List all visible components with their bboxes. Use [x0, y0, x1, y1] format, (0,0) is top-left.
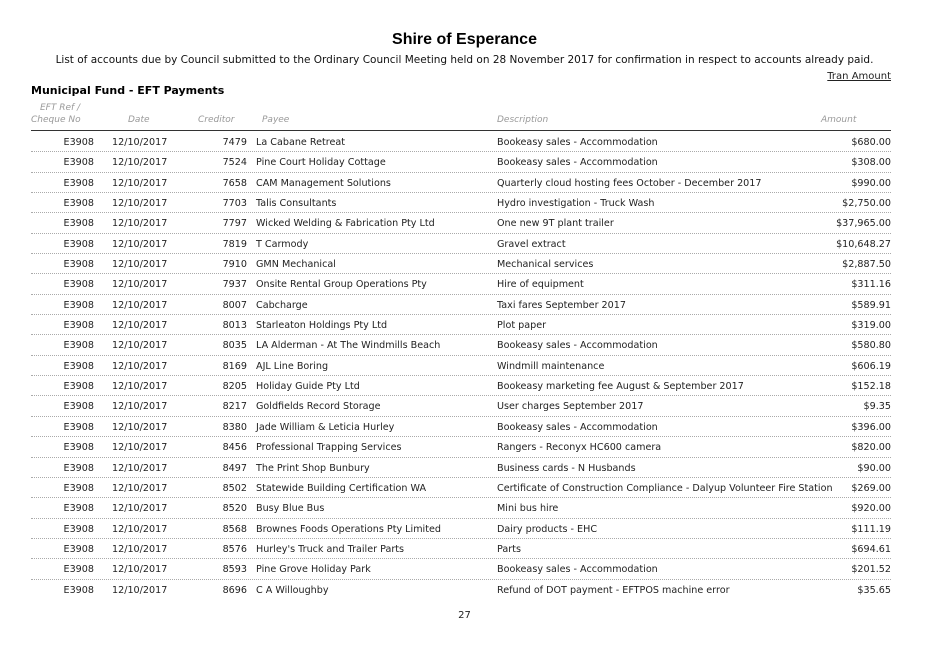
- table-row: [0, 396, 929, 416]
- eft-ref-cell: E3908: [63, 401, 94, 413]
- description-cell: Bookeasy sales - Accommodation: [497, 137, 658, 148]
- table-row: [0, 254, 929, 274]
- date-cell: 12/10/2017: [112, 198, 168, 210]
- table-row: [0, 356, 929, 376]
- eft-ref-cell: E3908: [63, 157, 94, 169]
- date-cell: 12/10/2017: [112, 218, 168, 230]
- eft-ref-cell: E3908: [63, 360, 94, 372]
- amount-cell: $319.00: [851, 320, 891, 332]
- eft-ref-cell: E3908: [63, 177, 94, 189]
- amount-cell: $589.91: [851, 299, 891, 311]
- table-row: [0, 498, 929, 518]
- table-row: [0, 213, 929, 233]
- description-cell: Parts: [497, 543, 521, 555]
- date-cell: 12/10/2017: [112, 564, 168, 576]
- eft-ref-cell: E3908: [63, 238, 94, 250]
- description-cell: User charges September 2017: [497, 401, 644, 413]
- description-cell: Dairy products - EHC: [497, 523, 598, 535]
- creditor-cell: 8380: [222, 421, 247, 433]
- payee-cell: Goldfields Record Storage: [256, 401, 381, 413]
- date-cell: 12/10/2017: [112, 381, 168, 393]
- payee-cell: Pine Court Holiday Cottage: [256, 157, 386, 169]
- section-title: Municipal Fund - EFT Payments: [31, 84, 225, 97]
- eft-ref-cell: E3908: [63, 198, 94, 210]
- table-row: [0, 580, 929, 600]
- amount-cell: $311.16: [851, 279, 891, 291]
- creditor-cell: 7937: [222, 279, 247, 291]
- payee-cell: AJL Line Boring: [256, 360, 329, 372]
- description-cell: Bookeasy marketing fee August & September 2017: [497, 381, 744, 393]
- amount-cell: $308.00: [851, 157, 891, 169]
- creditor-cell: 8576: [222, 543, 247, 555]
- payee-cell: Starleaton Holdings Pty Ltd: [256, 320, 388, 332]
- amount-cell: $580.80: [851, 340, 891, 352]
- amount-cell: $152.18: [851, 381, 891, 393]
- table-row: [0, 274, 929, 294]
- table-row: [0, 458, 929, 478]
- tran-amount-label: Tran Amount: [827, 71, 891, 82]
- amount-cell: $9.35: [863, 401, 891, 413]
- amount-cell: $606.19: [851, 360, 891, 372]
- amount-cell: $201.52: [851, 564, 891, 576]
- eft-ref-cell: E3908: [63, 523, 94, 535]
- table-row: [0, 437, 929, 457]
- date-cell: 12/10/2017: [112, 543, 168, 555]
- creditor-cell: 8568: [222, 523, 247, 535]
- table-row: [0, 417, 929, 437]
- description-cell: Quarterly cloud hosting fees October - December 2017: [497, 177, 762, 189]
- eft-ref-cell: E3908: [63, 299, 94, 311]
- amount-cell: $90.00: [857, 462, 891, 474]
- creditor-cell: 7703: [222, 198, 247, 210]
- payee-cell: Brownes Foods Operations Pty Limited: [256, 523, 441, 535]
- date-cell: 12/10/2017: [112, 401, 168, 413]
- eft-ref-cell: E3908: [63, 137, 94, 148]
- eft-ref-cell: E3908: [63, 543, 94, 555]
- payee-cell: Cabcharge: [256, 299, 308, 311]
- eft-ref-cell: E3908: [63, 421, 94, 433]
- eft-ref-cell: E3908: [63, 381, 94, 393]
- table-row: [0, 193, 929, 213]
- creditor-cell: 8007: [222, 299, 247, 311]
- amount-cell: $111.19: [851, 523, 891, 535]
- description-cell: Hire of equipment: [497, 279, 584, 291]
- document-title: Shire of Esperance: [392, 31, 537, 48]
- table-row: [0, 519, 929, 539]
- description-cell: Refund of DOT payment - EFTPOS machine error: [497, 584, 730, 596]
- amount-cell: $820.00: [851, 442, 891, 454]
- payee-cell: Busy Blue Bus: [256, 503, 325, 515]
- amount-cell: $35.65: [857, 584, 891, 596]
- description-cell: Rangers - Reconyx HC600 camera: [497, 442, 662, 454]
- amount-cell: $2,887.50: [842, 259, 891, 271]
- payee-cell: Hurley's Truck and Trailer Parts: [256, 543, 405, 555]
- description-cell: Business cards - N Husbands: [497, 462, 636, 474]
- table-row: [0, 315, 929, 335]
- date-cell: 12/10/2017: [112, 279, 168, 291]
- column-header-creditor: Creditor: [198, 115, 235, 125]
- amount-cell: $10,648.27: [836, 238, 891, 250]
- column-header-amount: Amount: [821, 115, 857, 125]
- date-cell: 12/10/2017: [112, 462, 168, 474]
- description-cell: Mini bus hire: [497, 503, 559, 515]
- payee-cell: LA Alderman - At The Windmills Beach: [256, 340, 441, 352]
- payee-cell: Statewide Building Certification WA: [256, 482, 427, 494]
- description-cell: Gravel extract: [497, 238, 566, 250]
- payee-cell: Wicked Welding & Fabrication Pty Ltd: [256, 218, 435, 230]
- eft-ref-cell: E3908: [63, 218, 94, 230]
- table-row: [0, 478, 929, 498]
- creditor-cell: 7819: [222, 238, 247, 250]
- table-row: [0, 539, 929, 559]
- eft-ref-cell: E3908: [63, 462, 94, 474]
- eft-ref-cell: E3908: [63, 482, 94, 494]
- date-cell: 12/10/2017: [112, 137, 168, 148]
- amount-cell: $396.00: [851, 421, 891, 433]
- payee-cell: GMN Mechanical: [256, 259, 336, 271]
- date-cell: 12/10/2017: [112, 442, 168, 454]
- payee-cell: La Cabane Retreat: [256, 137, 346, 148]
- table-row: [0, 559, 929, 579]
- payee-cell: The Print Shop Bunbury: [256, 462, 370, 474]
- amount-cell: $990.00: [851, 177, 891, 189]
- creditor-cell: 8013: [222, 320, 247, 332]
- table-row: [0, 234, 929, 254]
- table-row: [0, 295, 929, 315]
- date-cell: 12/10/2017: [112, 299, 168, 311]
- creditor-cell: 8497: [222, 462, 247, 474]
- table-row: [0, 173, 929, 193]
- column-header-ref-line1: EFT Ref /: [40, 103, 81, 113]
- date-cell: 12/10/2017: [112, 482, 168, 494]
- eft-ref-cell: E3908: [63, 279, 94, 291]
- amount-cell: $269.00: [851, 482, 891, 494]
- amount-cell: $37,965.00: [836, 218, 891, 230]
- eft-ref-cell: E3908: [63, 442, 94, 454]
- payee-cell: Onsite Rental Group Operations Pty: [256, 279, 427, 291]
- payee-cell: C A Willoughby: [256, 584, 329, 596]
- date-cell: 12/10/2017: [112, 523, 168, 535]
- payee-cell: Professional Trapping Services: [256, 442, 402, 454]
- creditor-cell: 8035: [222, 340, 247, 352]
- description-cell: Taxi fares September 2017: [497, 299, 626, 311]
- description-cell: Bookeasy sales - Accommodation: [497, 421, 658, 433]
- payee-cell: Holiday Guide Pty Ltd: [256, 381, 360, 393]
- description-cell: Bookeasy sales - Accommodation: [497, 340, 658, 352]
- description-cell: Certificate of Construction Compliance - Dalyup Volunteer Fire Station: [497, 482, 833, 494]
- date-cell: 12/10/2017: [112, 177, 168, 189]
- description-cell: Windmill maintenance: [497, 360, 605, 372]
- table-row: [0, 132, 929, 152]
- page-number: 27: [458, 610, 471, 621]
- creditor-cell: 8205: [222, 381, 247, 393]
- creditor-cell: 7910: [222, 259, 247, 271]
- creditor-cell: 7524: [222, 157, 247, 169]
- description-cell: Bookeasy sales - Accommodation: [497, 564, 658, 576]
- document-subtitle: List of accounts due by Council submitted to the Ordinary Council Meeting held on 28 November 2017 for confirmation in respect to accounts already paid.: [55, 54, 874, 66]
- table-row: [0, 335, 929, 355]
- description-cell: Mechanical services: [497, 259, 594, 271]
- table-row: [0, 152, 929, 172]
- payee-cell: Talis Consultants: [256, 198, 337, 210]
- eft-ref-cell: E3908: [63, 584, 94, 596]
- amount-cell: $2,750.00: [842, 198, 891, 210]
- creditor-cell: 8696: [222, 584, 247, 596]
- date-cell: 12/10/2017: [112, 340, 168, 352]
- creditor-cell: 8169: [222, 360, 247, 372]
- creditor-cell: 8456: [222, 442, 247, 454]
- eft-ref-cell: E3908: [63, 259, 94, 271]
- eft-ref-cell: E3908: [63, 564, 94, 576]
- payee-cell: T Carmody: [256, 238, 309, 250]
- table-row: [0, 376, 929, 396]
- date-cell: 12/10/2017: [112, 421, 168, 433]
- creditor-cell: 8520: [222, 503, 247, 515]
- amount-cell: $680.00: [851, 137, 891, 148]
- eft-ref-cell: E3908: [63, 320, 94, 332]
- date-cell: 12/10/2017: [112, 238, 168, 250]
- header-rule: [31, 130, 891, 131]
- description-cell: Hydro investigation - Truck Wash: [497, 198, 655, 210]
- column-header-payee: Payee: [262, 115, 290, 125]
- description-cell: Plot paper: [497, 320, 547, 332]
- date-cell: 12/10/2017: [112, 503, 168, 515]
- date-cell: 12/10/2017: [112, 584, 168, 596]
- date-cell: 12/10/2017: [112, 259, 168, 271]
- eft-ref-cell: E3908: [63, 503, 94, 515]
- payee-cell: Jade William & Leticia Hurley: [256, 421, 395, 433]
- date-cell: 12/10/2017: [112, 360, 168, 372]
- creditor-cell: 8217: [222, 401, 247, 413]
- creditor-cell: 7658: [222, 177, 247, 189]
- column-header-description: Description: [497, 115, 549, 125]
- column-header-date: Date: [128, 115, 150, 125]
- eft-ref-cell: E3908: [63, 340, 94, 352]
- amount-cell: $920.00: [851, 503, 891, 515]
- creditor-cell: 8593: [222, 564, 247, 576]
- creditor-cell: 7797: [222, 218, 247, 230]
- description-cell: One new 9T plant trailer: [497, 218, 614, 230]
- creditor-cell: 8502: [222, 482, 247, 494]
- payee-cell: Pine Grove Holiday Park: [256, 564, 371, 576]
- date-cell: 12/10/2017: [112, 320, 168, 332]
- description-cell: Bookeasy sales - Accommodation: [497, 157, 658, 169]
- date-cell: 12/10/2017: [112, 157, 168, 169]
- payee-cell: CAM Management Solutions: [256, 177, 391, 189]
- amount-cell: $694.61: [851, 543, 891, 555]
- creditor-cell: 7479: [222, 137, 247, 148]
- column-header-ref-line2: Cheque No: [31, 115, 81, 125]
- payments-table: [0, 132, 929, 600]
